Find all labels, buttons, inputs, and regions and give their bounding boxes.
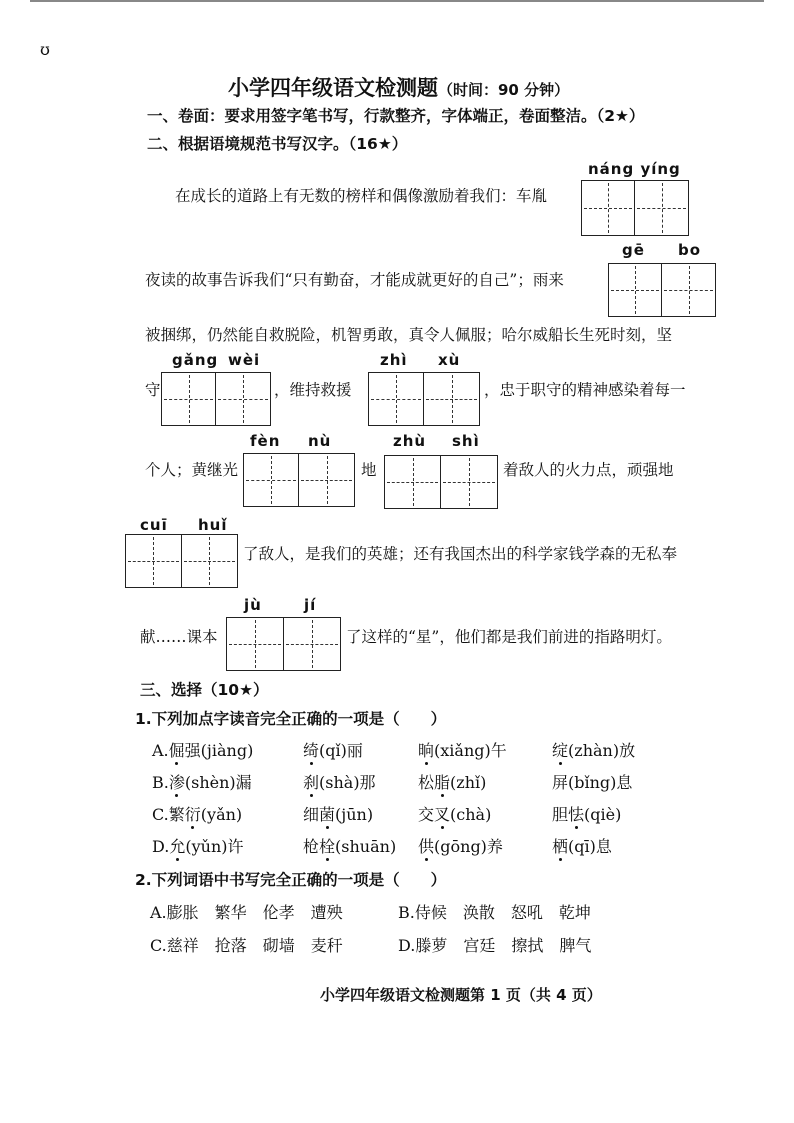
q2-stem: 2.下列词语中书写完全正确的一项是（ ） xyxy=(135,871,447,889)
passage-line-3: 被捆绑，仍然能自救脱险，机智勇敢，真令人佩服；哈尔威船长生死时刻，坚 xyxy=(145,326,673,344)
q1-option-b-item-1[interactable] xyxy=(152,770,252,793)
q1-option-c-item-3 xyxy=(418,802,491,825)
dotted-character: 绽 xyxy=(552,741,569,760)
exam-title: 小学四年级语文检测题 xyxy=(228,76,438,100)
passage-line-1: 在成长的道路上有无数的榜样和偶像激励着我们：车胤 xyxy=(175,187,548,205)
passage-line-5b: 地 xyxy=(361,461,377,479)
dotted-character: 怯 xyxy=(568,805,585,824)
pinyin-zhu: zhù xyxy=(393,432,427,450)
reading-text: (shèn)漏 xyxy=(184,773,252,792)
q1-option-a-item-3 xyxy=(418,738,507,761)
pinyin-ji: jí xyxy=(304,596,317,614)
reading-text: (yǔn)许 xyxy=(185,837,244,856)
passage-line-7a: 献……课本 xyxy=(140,628,218,646)
reading-text: (yǎn) xyxy=(200,805,243,824)
dotted-character: 菌 xyxy=(319,805,336,824)
passage-line-4b: ，维持救援 xyxy=(274,381,352,399)
dotted-character: 绮 xyxy=(303,741,320,760)
reading-text: (zhǐ) xyxy=(450,773,487,792)
section1-text: 一、卷面：要求用签字笔书写，行款整齐，字体端正，卷面整洁。（2★） xyxy=(147,107,645,125)
word-prefix: 细 xyxy=(303,805,320,824)
pinyin-nu: nù xyxy=(308,432,332,450)
q1-option-b-item-4 xyxy=(552,770,632,793)
option-letter: B. xyxy=(152,773,169,792)
q1-option-a-item-4 xyxy=(552,738,635,761)
reading-text: (shuān) xyxy=(335,837,397,856)
answer-box-zhixu[interactable] xyxy=(368,372,480,426)
passage-line-4c: ，忠于职守的精神感染着每一 xyxy=(484,381,686,399)
q1-option-d-item-2 xyxy=(303,834,396,857)
q2-option-c[interactable]: C.慈祥 抢落 砌墙 麦秆 xyxy=(150,936,343,955)
q1-option-a-item-1[interactable] xyxy=(152,738,253,761)
word-prefix: 繁 xyxy=(168,805,185,824)
section3-heading: 三、选择（10★） xyxy=(140,681,269,699)
q1-option-a-item-2 xyxy=(303,738,363,761)
pinyin-fen: fèn xyxy=(250,432,281,450)
word-prefix: 胆 xyxy=(552,805,569,824)
passage-line-2: 夜读的故事告诉我们“只有勤奋，才能成就更好的自己”；雨来 xyxy=(145,271,564,289)
reading-text: 强(jiàng) xyxy=(184,741,254,760)
q2-option-a[interactable]: A.膨胀 繁华 伦孝 遭殃 xyxy=(150,903,343,922)
dotted-character: 刹 xyxy=(303,773,320,792)
word-prefix: 交 xyxy=(418,805,435,824)
dotted-character: 栖 xyxy=(552,837,569,856)
pinyin-shi: shì xyxy=(452,432,480,450)
pinyin-wei: wèi xyxy=(228,351,261,369)
q2-option-d[interactable]: D.滕萝 宫廷 擦拭 脾气 xyxy=(398,936,592,955)
answer-box-fennu[interactable] xyxy=(243,453,355,507)
pinyin-ge: gē xyxy=(622,241,645,259)
q1-option-b-item-3 xyxy=(418,770,486,793)
word-prefix: 枪 xyxy=(303,837,320,856)
answer-box-juji[interactable] xyxy=(226,617,341,671)
q1-option-c-item-2 xyxy=(303,802,373,825)
option-letter: A. xyxy=(152,741,169,760)
q1-option-b-item-2 xyxy=(303,770,376,793)
dotted-character: 允 xyxy=(169,837,186,856)
word-prefix: 屏 xyxy=(552,773,569,792)
pinyin-bo: bo xyxy=(678,241,702,259)
section2-heading: 二、根据语境规范书写汉字。（16★） xyxy=(147,135,408,153)
time-note: （时间：90 分钟） xyxy=(438,81,570,99)
answer-box-nangying[interactable] xyxy=(581,180,689,236)
q1-option-d-item-3 xyxy=(418,834,503,857)
dotted-character: 叉 xyxy=(434,805,451,824)
passage-line-7b: 了这样的“星”，他们都是我们前进的指路明灯。 xyxy=(346,628,672,646)
pinyin-zhi: zhì xyxy=(380,351,408,369)
passage-line-6: 了敌人，是我们的英雄；还有我国杰出的科学家钱学森的无私奉 xyxy=(243,545,678,563)
reading-text: (gōng)养 xyxy=(434,837,503,856)
reading-text: (qī)息 xyxy=(568,837,612,856)
dotted-character: 栓 xyxy=(319,837,336,856)
pinyin-nangying: náng yíng xyxy=(588,160,681,178)
q1-option-d-item-1[interactable] xyxy=(152,834,244,857)
answer-box-gangwei[interactable] xyxy=(161,372,271,426)
answer-box-gebo[interactable] xyxy=(608,263,716,317)
q1-option-d-item-4 xyxy=(552,834,612,857)
reading-text: (chà) xyxy=(450,805,492,824)
pinyin-xu: xù xyxy=(438,351,461,369)
pinyin-ju: jù xyxy=(244,596,262,614)
reading-text: (shà)那 xyxy=(319,773,376,792)
dotted-character: 脂 xyxy=(434,773,451,792)
q2-option-b[interactable]: B.侍候 涣散 怒吼 乾坤 xyxy=(398,903,591,922)
reading-text: (jūn) xyxy=(335,805,374,824)
option-letter: D. xyxy=(152,837,170,856)
reading-text: (xiǎng)午 xyxy=(434,741,507,760)
dotted-character: 晌 xyxy=(418,741,435,760)
pinyin-hui: huǐ xyxy=(198,516,228,534)
passage-line-4a: 守 xyxy=(145,381,161,399)
q1-stem: 1.下列加点字读音完全正确的一项是（ ） xyxy=(135,710,447,728)
passage-line-5a: 个人；黄继光 xyxy=(145,461,239,479)
top-border-line xyxy=(30,0,764,2)
word-prefix: 松 xyxy=(418,773,435,792)
reading-text: (zhàn)放 xyxy=(568,741,636,760)
reading-text: (qǐ)丽 xyxy=(319,741,363,760)
dotted-character: 供 xyxy=(418,837,435,856)
page-title xyxy=(228,72,569,102)
passage-line-5c: 着敌人的火力点，顽强地 xyxy=(503,461,674,479)
reading-text: (qiè) xyxy=(584,805,622,824)
pinyin-cui: cuī xyxy=(140,516,168,534)
page-footer: 小学四年级语文检测题第 1 页（共 4 页） xyxy=(320,986,602,1004)
option-letter: C. xyxy=(152,805,169,824)
q1-option-c-item-4 xyxy=(552,802,621,825)
q1-option-c-item-1[interactable] xyxy=(152,802,242,825)
dotted-character: 渗 xyxy=(168,773,185,792)
answer-box-zhushi[interactable] xyxy=(384,455,498,509)
reading-text: (bǐng)息 xyxy=(568,773,633,792)
answer-box-cuihui[interactable] xyxy=(125,534,238,588)
pinyin-gang: gǎng xyxy=(172,351,219,369)
dotted-character: 倔 xyxy=(168,741,185,760)
dotted-character: 衍 xyxy=(184,805,201,824)
corner-mark: ʊ xyxy=(40,40,50,59)
